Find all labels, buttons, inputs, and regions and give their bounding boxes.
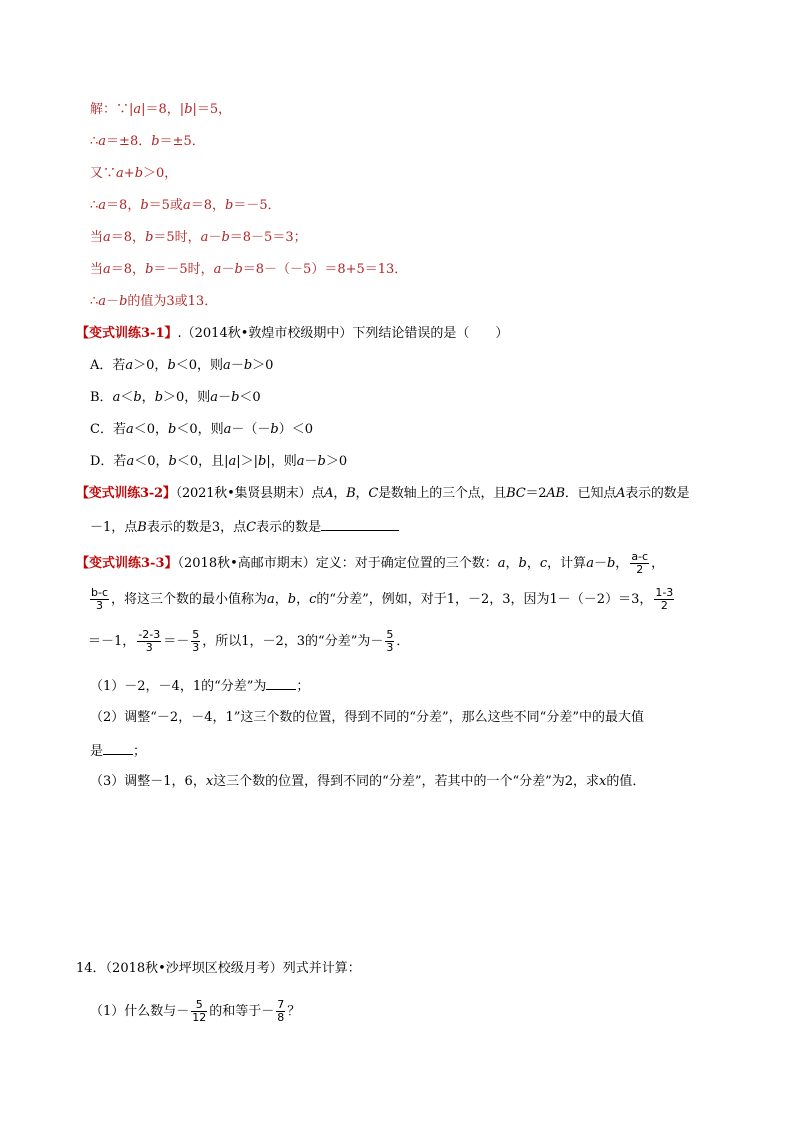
question-14-title: 14．（2018秋•沙坪坝区校级月考）列式并计算： (76, 961, 361, 976)
fraction: $\frac{7}{8}$ (277, 998, 285, 1024)
fraction: $\frac{1-3}{2}$ (655, 586, 674, 612)
fraction: $\frac{5}{12}$ (192, 998, 207, 1024)
exercise-tag: 【变式训练3-1】 (76, 326, 178, 341)
fraction: $\frac{b-c}{3}$ (91, 586, 108, 612)
solution-line-5: 当a＝8，b＝5时，a－b＝8－5＝3； (90, 230, 307, 245)
exercise-3-3-line-1: 【变式训练3-3】（2018秋•高邮市期末）定义：对于确定位置的三个数：a，b，c，计算a－b， $\frac{a-c}{2}$ ， (76, 550, 665, 576)
answer-blank[interactable] (321, 517, 399, 531)
exercise-3-3-line-2: $\frac{b-c}{3}$ ，将这三个数的最小值称为a，b，c的“分差”，例如，对于1，－2，3，因为1－（－2）＝3， $\frac{1-3}{2}$ (91, 586, 674, 612)
solution-line-6: 当a＝8，b＝－5时，a－b＝8－（－5）＝8+5＝13． (90, 262, 408, 277)
answer-blank[interactable] (266, 676, 296, 690)
fraction: $\frac{5}{3}$ (192, 628, 200, 654)
exercise-tag: 【变式训练3-2】 (76, 486, 176, 501)
fraction: $\frac{a-c}{2}$ (631, 550, 649, 576)
question-14-part-1: （1）什么数与－ $\frac{5}{12}$ 的和等于－ $\frac{7}{8}$ ？ (90, 998, 301, 1024)
fraction: $\frac{5}{3}$ (386, 628, 394, 654)
option-d: D．若a＜0，b＜0，且|a|＞|b|，则a－b＞0 (90, 454, 348, 469)
solution-line-3: 又∵a+b＞0， (90, 166, 178, 181)
exercise-3-2-line-1: 【变式训练3-2】（2021秋•集贤县期末）点A，B，C是数轴上的三个点，且BC＝2AB．已知点A表示的数是 (76, 486, 690, 501)
exercise-3-3-q1: （1）－2，－4，1的“分差”为 ； (90, 676, 309, 696)
option-b: B．a＜b，b＞0，则a－b＜0 (90, 390, 261, 405)
solution-line-1: 解：∵|a|＝8，|b|＝5， (90, 102, 232, 117)
exercise-3-3-q2: （2）调整“－2，－4，1”这三个数的位置，得到不同的“分差”，那么这些不同“分差”中的最大值 (90, 710, 644, 725)
exercise-3-3-line-3: ＝－1， $\frac{-2-3}{3}$ ＝－ $\frac{5}{3}$ ，所以1，－2，3的“分差”为－ $\frac{5}{3}$ ． (88, 628, 410, 654)
solution-line-4: ∴a＝8，b＝5或a＝8，b＝－5． (90, 198, 281, 213)
exercise-3-3-q3: （3）调整－1，6，x这三个数的位置，得到不同的“分差”，若其中的一个“分差”为2，求x的值． (90, 774, 646, 789)
exercise-3-1-stem: 【变式训练3-1】.（2014秋•敦煌市校级期中）下列结论错误的是（ ） (76, 326, 509, 341)
fraction: $\frac{-2-3}{3}$ (138, 628, 161, 654)
answer-blank[interactable] (103, 741, 133, 755)
exercise-tag: 【变式训练3-3】 (76, 556, 178, 571)
solution-line-2: ∴a＝±8．b＝±5． (90, 134, 205, 149)
option-a: A．若a＞0，b＜0，则a－b＞0 (90, 358, 274, 373)
exercise-3-3-q2-cont: 是 ； (90, 741, 146, 761)
solution-line-7: ∴a－b的值为3或13． (90, 294, 218, 309)
option-c: C．若a＜0，b＜0，则a－（－b）＜0 (90, 422, 313, 437)
exercise-3-2-line-2: －1，点B表示的数是3，点C表示的数是 (90, 517, 399, 537)
